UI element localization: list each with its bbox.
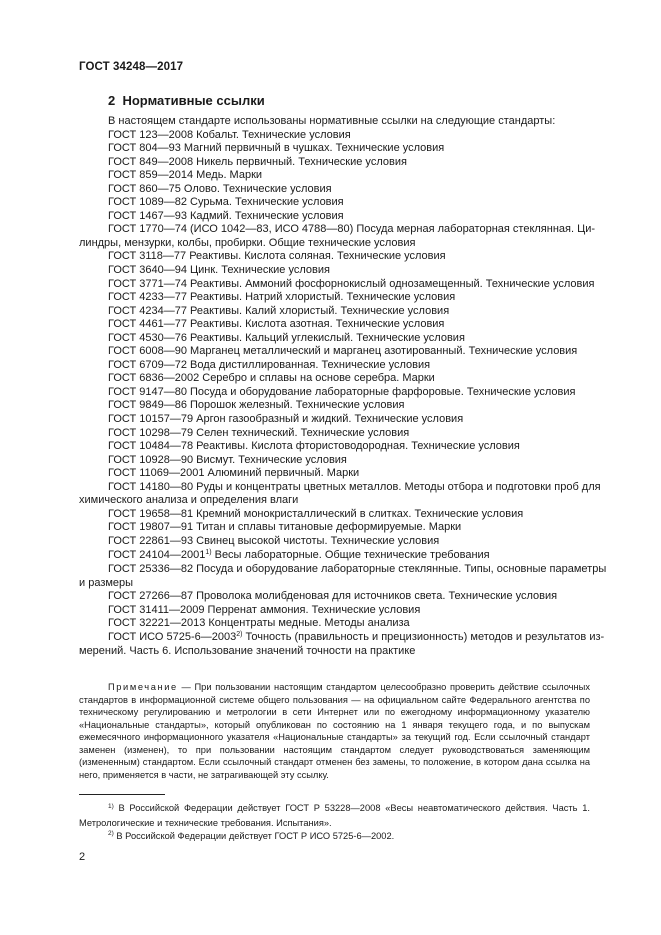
reference-item [79, 250, 590, 264]
reference-line [79, 399, 590, 413]
reference-item [79, 305, 590, 319]
reference-text: ГОСТ 859—2014 Медь. Марки [108, 169, 263, 182]
footnote-separator [79, 794, 165, 795]
reference-line [79, 521, 590, 535]
reference-line [79, 604, 590, 618]
reference-text: ГОСТ 1770—74 (ИСО 1042—83, ИСО 4788—80) Посуда мерная лабораторная стеклянная. Ци- [108, 223, 596, 236]
reference-text: ГОСТ 4233—77 Реактивы. Натрий хлористый. Технические условия [108, 291, 456, 304]
reference-item [79, 264, 590, 278]
reference-item [79, 196, 590, 210]
reference-line [79, 169, 590, 183]
reference-text: ГОСТ 10928—90 Висмут. Технические условия [108, 453, 347, 466]
document-header: ГОСТ 34248—2017 [79, 61, 184, 73]
reference-item [79, 467, 590, 481]
reference-line [79, 535, 590, 549]
reference-item [79, 399, 590, 413]
reference-text: ГОСТ 3118—77 Реактивы. Кислота соляная. Технические условия [108, 250, 446, 263]
footnote-text: В Российской Федерации действует ГОСТ Р 53228—2008 «Весы неавтоматического действия. Часть 1. Метрологические и технические требования. Испытания». [79, 803, 590, 828]
reference-line [79, 617, 590, 631]
reference-line [79, 291, 590, 305]
reference-line [79, 183, 590, 197]
note-text: — При пользовании настоящим стандартом целесообразно проверить действие ссылочных стандартов в информационной системе общего пользования — на официальном сайте Федерального агентства по техническому регулированию и метрологии в сети Интернет или по ежегодному информационному указателю «Национальные стандарты», который опубликован по состоянию на 1 января текущего года, и по выпускам ежемесячного информационного указателя «Национальные стандарты» за текущий год. Если ссылочный стандарт заменен (изменен), то при пользовании настоящим стандартом следует руководствоваться заменяющим (измененным) стандартом. Если ссылочный стандарт отменен без замены, то положение, в котором дана ссылка на него, применяется в части, не затрагивающей эту ссылку. [79, 682, 590, 780]
reference-text: ГОСТ 27266—87 Проволока молибденовая для источников света. Технические условия [108, 590, 558, 603]
reference-text: ГОСТ 804—93 Магний первичный в чушках. Технические условия [108, 142, 445, 155]
reference-title: Весы лабораторные. Общие технические требования [211, 548, 490, 561]
reference-line [79, 264, 590, 278]
footnote-marker: 1) [205, 548, 212, 556]
reference-item [79, 332, 590, 346]
reference-item [79, 359, 590, 373]
reference-item [79, 508, 590, 522]
reference-text: ГОСТ 9147—80 Посуда и оборудование лабораторные фарфоровые. Технические условия [108, 385, 576, 398]
reference-text: ГОСТ 24104—2001 [108, 548, 206, 561]
footnotes [79, 802, 590, 844]
section-number: 2 [108, 93, 116, 108]
reference-continuation: и размеры [79, 576, 134, 589]
reference-line [79, 440, 590, 454]
reference-item [79, 156, 590, 170]
reference-line [79, 332, 590, 346]
reference-text: ГОСТ 25336—82 Посуда и оборудование лабораторные стеклянные. Типы, основные параметры [108, 563, 607, 576]
reference-item [79, 563, 607, 590]
footnote [79, 802, 590, 830]
reference-line [79, 427, 590, 441]
reference-line [79, 467, 590, 481]
section-title [108, 93, 265, 108]
reference-item [79, 630, 605, 659]
reference-text: ГОСТ 3771—74 Реактивы. Аммоний фосфорнокислый однозамещенный. Технические условия [108, 277, 595, 290]
reference-item [79, 413, 590, 427]
reference-line [79, 210, 590, 224]
reference-item [79, 210, 590, 224]
reference-item [79, 480, 601, 508]
reference-line [79, 250, 590, 264]
reference-text: ГОСТ 1467—93 Кадмий. Технические условия [108, 209, 344, 222]
reference-item [79, 169, 590, 183]
reference-line [79, 549, 590, 564]
section-heading: Нормативные ссылки [122, 93, 265, 108]
reference-text: ГОСТ 10298—79 Селен технический. Технические условия [108, 426, 410, 439]
reference-text: ГОСТ 1089—82 Сурьма. Технические условия [108, 196, 344, 209]
reference-line [79, 142, 590, 156]
reference-item [79, 549, 590, 564]
reference-continuation: химического анализа и определения влаги [79, 494, 299, 507]
normative-references-list [79, 115, 607, 659]
reference-text: ГОСТ 14180—80 Руды и концентраты цветных металлов. Методы отбора и подготовки проб для [108, 480, 601, 493]
reference-item [79, 590, 590, 604]
reference-text: ГОСТ 9849—86 Порошок железный. Технические условия [108, 399, 405, 412]
reference-text: ГОСТ 4461—77 Реактивы. Кислота азотная. Технические условия [108, 318, 445, 331]
reference-item [79, 617, 590, 631]
reference-continuation: мерений. Часть 6. Использование значений точности на практике [79, 645, 416, 658]
footnote-mark: 1) [108, 802, 114, 810]
reference-text: ГОСТ 6836—2002 Серебро и сплавы на основе серебра. Марки [108, 372, 435, 385]
reference-text: ГОСТ 22861—93 Свинец высокой чистоты. Технические условия [108, 534, 440, 547]
reference-text: ГОСТ 3640—94 Цинк. Технические условия [108, 264, 330, 277]
reference-line [79, 590, 590, 604]
reference-item [79, 535, 590, 549]
reference-text: ГОСТ ИСО 5725-6—2003 [108, 630, 237, 643]
reference-item [79, 223, 596, 250]
reference-item [79, 386, 590, 400]
reference-line [79, 196, 590, 210]
note-label: Примечание [108, 682, 178, 692]
reference-line [79, 223, 596, 237]
reference-text: ГОСТ 19807—91 Титан и сплавы титановые деформируемые. Марки [108, 521, 462, 534]
reference-text: ГОСТ 10484—78 Реактивы. Кислота фтористоводородная. Технические условия [108, 440, 520, 453]
reference-line [79, 630, 605, 646]
reference-text: ГОСТ 123—2008 Кобальт. Технические условия [108, 128, 351, 141]
note-paragraph [79, 681, 590, 781]
reference-title: Точность (правильность и прецизионность) методов и результатов из- [242, 630, 605, 643]
reference-line [79, 563, 607, 577]
reference-line [79, 129, 590, 143]
reference-item [79, 521, 590, 535]
footnote-marker: 2) [236, 630, 243, 638]
reference-text: ГОСТ 4530—76 Реактивы. Кальций углекислый. Технические условия [108, 331, 465, 344]
reference-line [79, 345, 590, 359]
reference-text: ГОСТ 10157—79 Аргон газообразный и жидкий. Технические условия [108, 413, 464, 426]
footnote-mark: 2) [108, 830, 114, 838]
reference-item [79, 454, 590, 468]
reference-item [79, 440, 590, 454]
reference-item [79, 291, 590, 305]
reference-line [79, 386, 590, 400]
reference-line [79, 156, 590, 170]
footnote-text: В Российской Федерации действует ГОСТ Р ИСО 5725-6—2002. [113, 830, 395, 841]
reference-text: ГОСТ 6008—90 Марганец металлический и марганец азотированный. Технические условия [108, 345, 578, 358]
reference-text: ГОСТ 849—2008 Никель первичный. Технические условия [108, 155, 407, 168]
reference-line [79, 372, 590, 386]
reference-line [79, 413, 590, 427]
reference-text: ГОСТ 860—75 Олово. Технические условия [108, 182, 332, 195]
reference-text: ГОСТ 11069—2001 Алюминий первичный. Марки [108, 467, 360, 480]
reference-item [79, 604, 590, 618]
reference-text: ГОСТ 6709—72 Вода дистиллированная. Технические условия [108, 358, 431, 371]
page-number: 2 [79, 851, 86, 863]
reference-item [79, 129, 590, 143]
reference-continuation: линдры, мензурки, колбы, пробирки. Общие технические условия [79, 236, 416, 249]
footnote [79, 830, 590, 845]
reference-text: ГОСТ 32221—2013 Концентраты медные. Методы анализа [108, 617, 410, 630]
reference-line [79, 480, 601, 495]
reference-line [79, 277, 595, 292]
reference-text: ГОСТ 31411—2009 Перренат аммония. Технические условия [108, 603, 421, 616]
reference-item [79, 427, 590, 441]
reference-item [79, 183, 590, 197]
reference-item [79, 142, 590, 156]
reference-item [79, 372, 590, 386]
reference-line [79, 359, 590, 373]
reference-item [79, 318, 590, 332]
reference-line [79, 305, 590, 319]
reference-item [79, 345, 590, 359]
reference-item [79, 277, 595, 292]
reference-line [79, 318, 590, 332]
intro-paragraph: В настоящем стандарте использованы нормативные ссылки на следующие стандарты: [108, 115, 556, 127]
reference-text: ГОСТ 4234—77 Реактивы. Калий хлористый. Технические условия [108, 304, 450, 317]
reference-line [79, 454, 590, 468]
reference-text: ГОСТ 19658—81 Кремний монокристаллический в слитках. Технические условия [108, 507, 524, 520]
reference-line [79, 508, 590, 522]
